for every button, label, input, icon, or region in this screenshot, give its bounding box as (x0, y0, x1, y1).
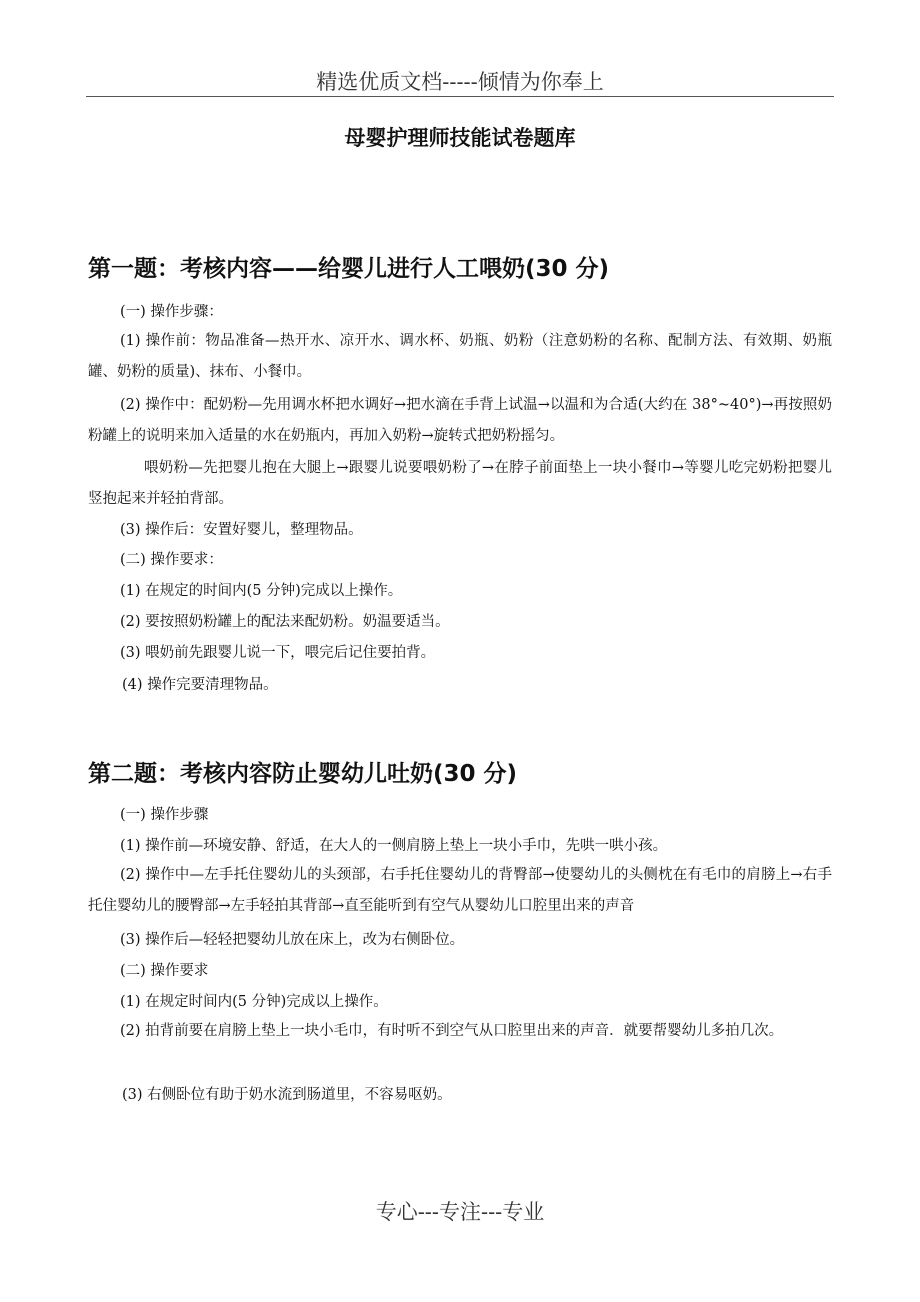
question1-req1: (1) 在规定的时间内(5 分钟)完成以上操作。 (120, 583, 403, 599)
question2-req1: (1) 在规定时间内(5 分钟)完成以上操作。 (120, 994, 388, 1010)
question2-step2: (2) 操作中—左手托住婴幼儿的头颈部，右手托住婴幼儿的背臀部→使婴幼儿的头侧枕在有毛巾的肩膀上→右手托住婴幼儿的腰臀部→左手轻拍其背部→直至能听到有空气从婴幼儿口腔里出来的声音 (88, 867, 832, 914)
question1-requirements-title: (二) 操作要求： (120, 552, 223, 568)
page-footer: 专心---专注---专业 (375, 1200, 545, 1224)
question1-req3: (3) 喂奶前先跟婴儿说一下，喂完后记住要拍背。 (120, 645, 436, 661)
question1-step2-feeding: 喂奶粉—先把婴儿抱在大腿上→跟婴儿说要喂奶粉了→在脖子前面垫上一块小餐巾→等婴儿吃完奶粉把婴儿竖抱起来并轻拍背部。 (88, 460, 832, 507)
question2-req3: (3) 右侧卧位有助于奶水流到肠道里，不容易呕奶。 (122, 1087, 452, 1103)
question1-heading: 第一题：考核内容——给婴儿进行人工喂奶(30 分) (88, 256, 610, 282)
question2-step1: (1) 操作前—环境安静、舒适，在大人的一侧肩膀上垫上一块小手巾，先哄一哄小孩。 (120, 838, 668, 854)
document-title: 母婴护理师技能试卷题库 (344, 126, 576, 150)
header-divider (86, 96, 834, 97)
question2-steps-title: (一) 操作步骤 (120, 807, 209, 823)
page-header: 精选优质文档-----倾情为你奉上 (316, 70, 604, 94)
question1-steps-title: (一) 操作步骤： (120, 304, 223, 320)
question1-req4: (4) 操作完要清理物品。 (122, 677, 278, 693)
question1-step3: (3) 操作后：安置好婴儿，整理物品。 (120, 522, 363, 538)
question2-heading: 第二题：考核内容防止婴幼儿吐奶(30 分) (88, 761, 518, 787)
question2-step3: (3) 操作后—轻轻把婴幼儿放在床上，改为右侧卧位。 (120, 932, 465, 948)
question2-req2: (2) 拍背前要在肩膀上垫上一块小毛巾，有时听不到空气从口腔里出来的声音．就要帮婴幼儿多拍几次。 (120, 1023, 784, 1039)
question1-step1: (1) 操作前：物品准备—热开水、凉开水、调水杯、奶瓶、奶粉（注意奶粉的名称、配制方法、有效期、奶瓶罐、奶粉的质量)、抹布、小餐巾。 (88, 333, 832, 380)
question1-req2: (2) 要按照奶粉罐上的配法来配奶粉。奶温要适当。 (120, 614, 450, 630)
question2-requirements-title: (二) 操作要求 (120, 963, 209, 979)
question1-step2: (2) 操作中：配奶粉—先用调水杯把水调好→把水滴在手背上试温→以温和为合适(大约在 38°~40°)→再按照奶粉罐上的说明来加入适量的水在奶瓶内，再加入奶粉→旋转式把奶粉摇匀。 (88, 397, 832, 444)
